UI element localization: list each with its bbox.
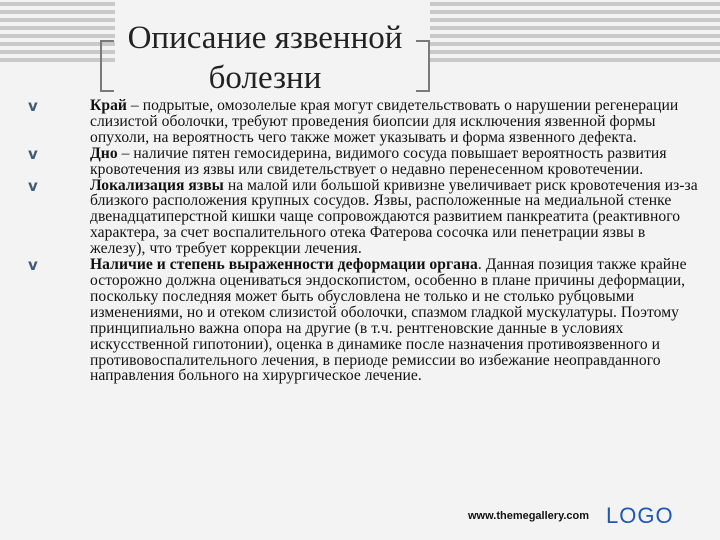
footer-logo: LOGO — [606, 503, 674, 528]
stripe-pattern-left — [0, 0, 115, 75]
title-bracket-right — [416, 40, 430, 92]
list-item — [28, 178, 698, 258]
bullet-term: Локализация язвы — [90, 176, 224, 194]
bullet-term: Край — [90, 97, 127, 114]
bullet-list — [28, 98, 698, 384]
title-line-1: Описание язвенной — [127, 20, 403, 56]
list-item — [28, 98, 698, 146]
bullet-body: – наличие пятен гемосидерина, видимого сосуда повышает вероятность развития кровотечения из язвы или свидетельствует о недавно перенесенном кровотечении. — [90, 144, 667, 178]
v-checkmark-icon: v — [28, 176, 38, 195]
page-title — [120, 18, 410, 98]
footer-url: www.themegallery.com — [468, 510, 590, 522]
title-box — [100, 18, 430, 98]
bullet-body: . Данная позиция также крайне осторожно должна оцениваться эндоскопистом, особенно в плане причины деформации, поскольку последняя может быть обусловлена не только и не столько рубцовыми изменениями, но и отеком слизистой оболочки, спазмом гладкой мускулатуры. Поэтому принципиально важна опора на другие (в т.ч. рентгеновские данные в условиях искусственной гипотонии), оценка в динамике после назначения противоязвенного и противовоспалительного лечения, в периоде ремиссии во избежание неоправданного направления больного на хирургическое лечение. — [90, 256, 687, 385]
v-checkmark-icon: v — [28, 97, 38, 115]
list-item — [28, 146, 698, 178]
title-line-2: болезни — [208, 60, 322, 96]
stripe-pattern-right — [430, 0, 720, 75]
bullet-term: Дно — [90, 144, 118, 162]
bullet-term: Наличие и степень выраженности деформации органа — [90, 256, 478, 274]
v-checkmark-icon: v — [28, 256, 38, 275]
v-checkmark-icon: v — [28, 144, 38, 163]
list-item — [28, 257, 698, 384]
bullet-body: – подрытые, омозолелые края могут свидетельствовать о нарушении регенерации слизистой оболочки, требуют проведения биопсии для исключения язвенной формы опухоли, на вероятность чего также может указывать и форма язвенного дефекта. — [90, 97, 679, 146]
title-bracket-left — [100, 40, 114, 92]
bullet-body: на малой или большой кривизне увеличивает риск кровотечения из-за близкого расположения крупных сосудов. Язвы, расположенные на медиальной стенке двенадцатиперстной кишки чаще сопровождаются развитием панкреатита (реактивного характера, за счет воспалительного отека Фатерова сосочка или пенетрации язвы в железу), что требует коррекции лечения. — [90, 176, 698, 258]
